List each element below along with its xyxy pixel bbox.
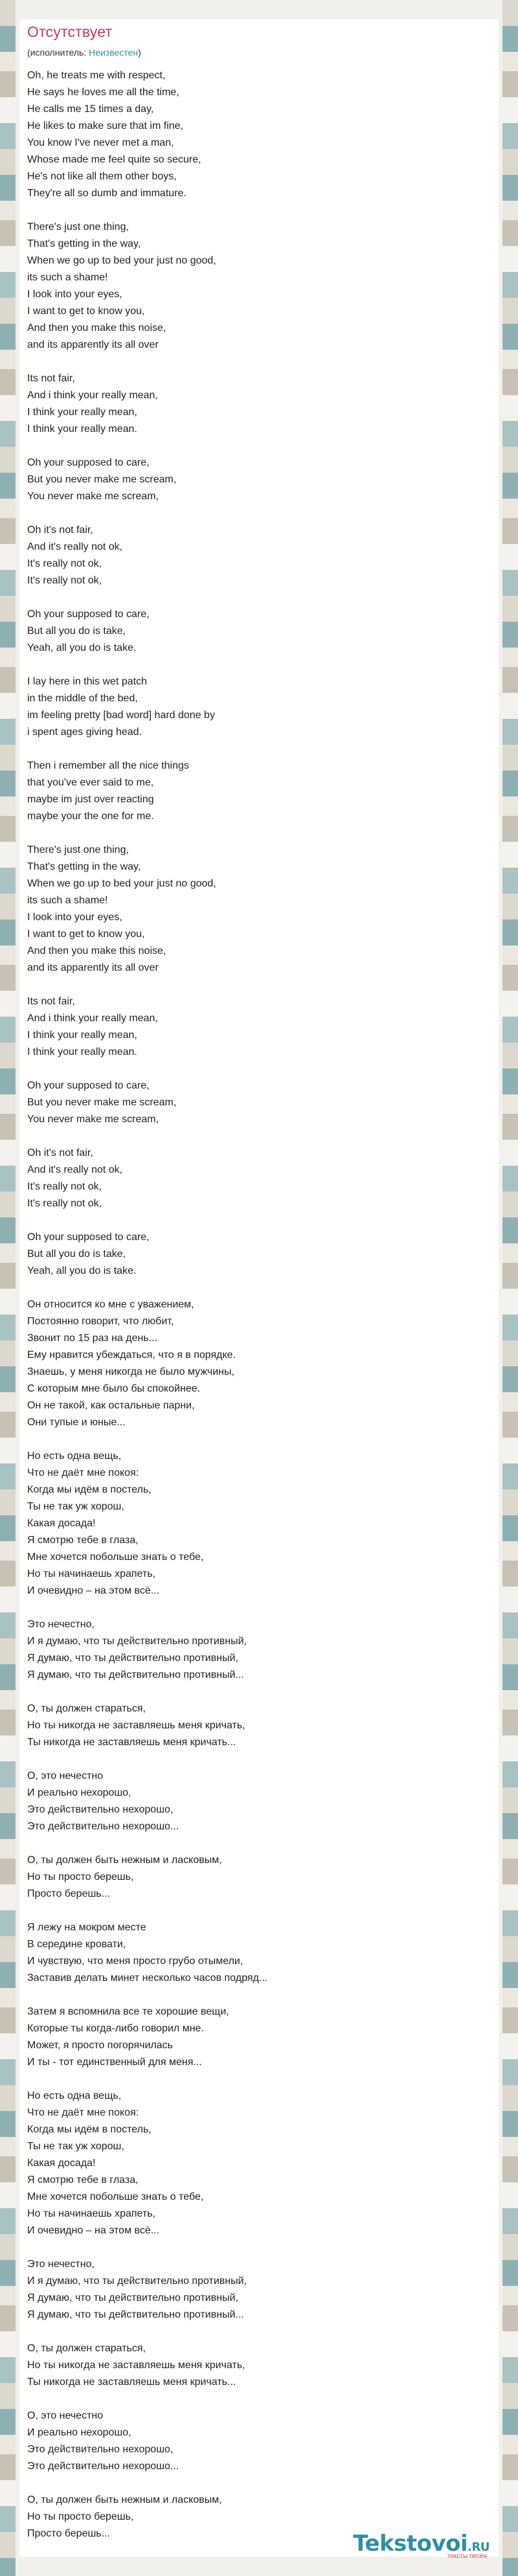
lyrics-stanza	[27, 842, 267, 977]
lyrics-line: I think your really mean,	[27, 1030, 137, 1041]
lyrics-line: Но ты просто берешь,	[27, 2511, 134, 2522]
lyrics-line: В середине кровати,	[27, 1939, 126, 1950]
lyrics-line: Но есть одна вещь,	[27, 2090, 122, 2101]
lyrics-stanza	[27, 522, 267, 589]
lyrics-line: И чувствую, что меня просто грубо отымели,	[27, 1956, 243, 1967]
lyrics-line: I want to get to know you,	[27, 929, 145, 940]
lyrics-stanza	[27, 673, 267, 741]
artist-line	[27, 47, 141, 58]
lyrics-line: He's not like all them other boys,	[27, 171, 177, 182]
lyrics-stanza	[27, 1078, 267, 1128]
lyrics-stanza	[27, 1229, 267, 1280]
lyrics-line: Then i remember all the nice things	[27, 760, 189, 771]
lyrics-line: Но ты начинаешь храпеть,	[27, 1568, 156, 1579]
lyrics-line: Они тупые и юные...	[27, 1417, 126, 1428]
lyrics-line: its such a shame!	[27, 272, 108, 283]
artist-prefix: (исполнитель:	[27, 47, 89, 58]
lyrics-line: Затем я вспомнила все те хорошие вещи,	[27, 2006, 229, 2017]
lyrics-stanza	[27, 2004, 267, 2071]
lyrics-line: Какая досада!	[27, 2158, 96, 2169]
lyrics-line: There's just one thing,	[27, 221, 129, 232]
lyrics-line: О, ты должен быть нежным и ласковым,	[27, 1855, 222, 1866]
lyrics-line: Когда мы идём в постель,	[27, 2124, 152, 2135]
lyrics-line: Я смотрю тебе в глаза,	[27, 1535, 139, 1546]
lyrics-line: It's really not ok,	[27, 1198, 102, 1209]
lyrics-stanza	[27, 1616, 267, 1684]
lyrics-line: И я думаю, что ты действительно противный,	[27, 1636, 247, 1647]
lyrics-stanza	[27, 2088, 267, 2239]
lyrics-line: Oh your supposed to care,	[27, 1232, 150, 1243]
lyrics-line: Но есть одна вещь,	[27, 1451, 122, 1462]
lyrics-line: And it's really not ok,	[27, 541, 123, 552]
site-logo[interactable]	[353, 2531, 490, 2560]
lyrics-stanza	[27, 606, 267, 657]
lyrics-line: Yeah, all you do is take.	[27, 642, 137, 653]
lyrics-line: Я смотрю тебе в глаза,	[27, 2175, 139, 2186]
lyrics-line: Ты никогда не заставляешь меня кричать...	[27, 1737, 236, 1748]
lyrics-line: Какая досада!	[27, 1518, 96, 1529]
lyrics-line: I look into your eyes,	[27, 912, 122, 923]
lyrics-line: Я думаю, что ты действительно противный,	[27, 2292, 238, 2303]
lyrics-line: Its not fair,	[27, 996, 75, 1007]
lyrics-line: Я думаю, что ты действительно противный...	[27, 1669, 244, 1680]
lyrics-line: Oh, he treats me with respect,	[27, 70, 166, 81]
lyrics-line: Он относится ко мне с уважением,	[27, 1299, 194, 1310]
artist-suffix: )	[138, 47, 141, 58]
lyrics-line: Мне хочется побольше знать о тебе,	[27, 1552, 204, 1563]
lyrics-line: Просто берешь...	[27, 1888, 110, 1899]
lyrics-line: its such a shame!	[27, 895, 108, 906]
lyrics-line: Звонит по 15 раз на день...	[27, 1333, 157, 1344]
lyrics-line: maybe im just over reacting	[27, 794, 154, 805]
lyrics-stanza	[27, 2408, 267, 2475]
lyrics-line: And i think your really mean,	[27, 1013, 158, 1024]
lyrics-line: Но ты просто берешь,	[27, 1871, 134, 1882]
logo-text: Tekstovoi	[353, 2531, 468, 2557]
lyrics-line: and its apparently its all over	[27, 962, 159, 973]
lyrics-line: im feeling pretty [bad word] hard done by	[27, 710, 215, 721]
lyrics-line: It's really not ok,	[27, 575, 102, 586]
lyrics-line: Но ты начинаешь храпеть,	[27, 2208, 156, 2219]
lyrics-line: You never make me scream,	[27, 491, 159, 502]
lyrics-line: Это действительно нехорошо,	[27, 1804, 174, 1815]
lyrics-line: Я думаю, что ты действительно противный,	[27, 1653, 238, 1664]
lyrics-line: That's getting in the way,	[27, 861, 141, 872]
lyrics-line: But all you do is take,	[27, 1248, 126, 1260]
lyrics-line: Я лежу на мокром месте	[27, 1922, 146, 1933]
lyrics-line: И очевидно – на этом всё...	[27, 2225, 160, 2236]
lyrics-line: maybe your the one for me.	[27, 811, 154, 822]
lyrics-line: When we go up to bed your just no good,	[27, 255, 216, 266]
lyrics-line: Oh it's not fair,	[27, 525, 93, 536]
lyrics-line: Oh your supposed to care,	[27, 1080, 150, 1091]
lyrics-line: Oh your supposed to care,	[27, 609, 150, 620]
lyrics-line: Но ты никогда не заставляешь меня кричать,	[27, 2360, 245, 2371]
lyrics-line: Oh your supposed to care,	[27, 457, 150, 468]
lyrics-line: When we go up to bed your just no good,	[27, 878, 216, 889]
lyrics-line: Yeah, all you do is take.	[27, 1265, 137, 1276]
lyrics-line: I think your really mean.	[27, 424, 137, 435]
lyrics-line: Постоянно говорит, что любит,	[27, 1316, 174, 1327]
lyrics-stanza	[27, 2340, 267, 2391]
lyrics-line: Это действительно нехорошо...	[27, 1821, 179, 1832]
lyrics-line: He says he loves me all the time,	[27, 87, 179, 98]
lyrics-line: in the middle of the bed,	[27, 693, 138, 704]
logo-tagline: тексты песен	[447, 2553, 487, 2560]
lyrics-line: Что не даёт мне покоя:	[27, 1467, 139, 1478]
lyrics-line: And i think your really mean,	[27, 390, 158, 401]
lyrics-line: that you've ever said to me,	[27, 777, 154, 788]
lyrics-line: It's really not ok,	[27, 558, 102, 569]
lyrics-line: О, это нечестно	[27, 2410, 104, 2421]
lyrics-line: I think your really mean,	[27, 407, 137, 418]
lyrics-line: И реально нехорошо,	[27, 1787, 131, 1798]
lyrics-line: Ты не так уж хорош,	[27, 2141, 124, 2152]
lyrics-line: Это нечестно,	[27, 1619, 95, 1630]
lyrics-line: That's getting in the way,	[27, 238, 141, 249]
lyrics-stanza	[27, 1852, 267, 1903]
lyrics-line: And then you make this noise,	[27, 322, 166, 333]
lyrics-line: But all you do is take,	[27, 626, 126, 637]
lyrics-line: Заставив делать минет несколько часов подряд...	[27, 1972, 268, 1983]
lyrics-line: Это нечестно,	[27, 2259, 95, 2270]
lyrics-line: He likes to make sure that im fine,	[27, 120, 183, 131]
lyrics-line: Он не такой, как остальные парни,	[27, 1400, 195, 1411]
song-title: Отсутствует	[27, 23, 113, 40]
lyrics-stanza	[27, 370, 267, 438]
lyrics-line: И я думаю, что ты действительно противный,	[27, 2276, 247, 2287]
lyrics-line: And then you make this noise,	[27, 945, 166, 956]
lyrics-line: Которые ты когда-либо говорил мне.	[27, 2023, 204, 2034]
lyrics-line: И ты - тот единственный для меня...	[27, 2057, 202, 2068]
lyrics-line: Oh it's not fair,	[27, 1147, 93, 1158]
lyrics-stanza	[27, 455, 267, 505]
lyrics-stanza	[27, 67, 267, 202]
artist-link[interactable]: Неизвестен	[89, 47, 139, 58]
lyrics-line: I think your really mean.	[27, 1046, 137, 1057]
lyrics-line: Whose made me feel quite so secure,	[27, 154, 201, 165]
lyrics-line: Просто берешь...	[27, 2528, 110, 2539]
lyrics-line: It's really not ok,	[27, 1181, 102, 1192]
lyrics-line: There's just one thing,	[27, 844, 129, 855]
lyrics-line: О, ты должен быть нежным и ласковым,	[27, 2494, 222, 2505]
lyrics-stanza	[27, 1700, 267, 1751]
lyrics-line: Когда мы идём в постель,	[27, 1484, 152, 1495]
lyrics-line: О, ты должен стараться,	[27, 2343, 146, 2354]
lyrics-line: О, это нечестно	[27, 1770, 104, 1781]
lyrics-line: И очевидно – на этом всё...	[27, 1585, 160, 1596]
lyrics-line: Мне хочется побольше знать о тебе,	[27, 2191, 204, 2202]
lyrics-line: Я думаю, что ты действительно противный...	[27, 2309, 244, 2320]
lyrics-line: But you never make me scream,	[27, 474, 177, 485]
lyrics-line: Может, я просто погорячилась	[27, 2040, 173, 2051]
left-decorative-border	[0, 0, 16, 2576]
lyrics-line: Ему нравится убеждаться, что я в порядке.	[27, 1350, 236, 1361]
lyrics-stanza	[27, 2256, 267, 2323]
lyrics-stanza	[27, 758, 267, 825]
lyrics-line: They're all so dumb and immature.	[27, 188, 186, 199]
lyrics-line: Ты не так уж хорош,	[27, 1501, 124, 1512]
lyrics-stanza	[27, 1296, 267, 1431]
lyrics-stanza	[27, 2492, 267, 2542]
lyrics-line: Что не даёт мне покоя:	[27, 2107, 139, 2118]
lyrics-line: I lay here in this wet patch	[27, 676, 147, 687]
lyrics-line: And it's really not ok,	[27, 1164, 123, 1175]
lyrics-line: Ты никогда не заставляешь меня кричать...	[27, 2377, 236, 2388]
lyrics-line: I want to get to know you,	[27, 306, 145, 317]
logo-tld: .RU	[467, 2540, 490, 2554]
lyrics-line: You know I've never met a man,	[27, 137, 174, 148]
lyrics-stanza	[27, 219, 267, 354]
lyrics-body	[27, 67, 267, 2559]
lyrics-line: i spent ages giving head.	[27, 727, 142, 738]
lyrics-line: Но ты никогда не заставляешь меня кричать,	[27, 1720, 245, 1731]
lyrics-line: You never make me scream,	[27, 1114, 159, 1125]
lyrics-line: Знаешь, у меня никогда не было мужчины,	[27, 1366, 234, 1377]
lyrics-stanza	[27, 1145, 267, 1212]
lyrics-line: С которым мне было бы спокойнее.	[27, 1383, 201, 1394]
lyrics-line: Это действительно нехорошо...	[27, 2461, 179, 2472]
lyrics-stanza	[27, 993, 267, 1061]
lyrics-line: О, ты должен стараться,	[27, 1703, 146, 1714]
lyrics-line: He calls me 15 times a day,	[27, 104, 154, 115]
lyrics-stanza	[27, 1768, 267, 1835]
lyrics-line: I look into your eyes,	[27, 289, 122, 300]
lyrics-line: И реально нехорошо,	[27, 2427, 131, 2438]
lyrics-stanza	[27, 1919, 267, 1987]
lyrics-line: and its apparently its all over	[27, 339, 159, 350]
lyrics-line: Its not fair,	[27, 373, 75, 384]
right-decorative-border	[502, 0, 518, 2576]
lyrics-line: Это действительно нехорошо,	[27, 2444, 174, 2455]
lyrics-stanza	[27, 1448, 267, 1599]
lyrics-line: But you never make me scream,	[27, 1097, 177, 1108]
